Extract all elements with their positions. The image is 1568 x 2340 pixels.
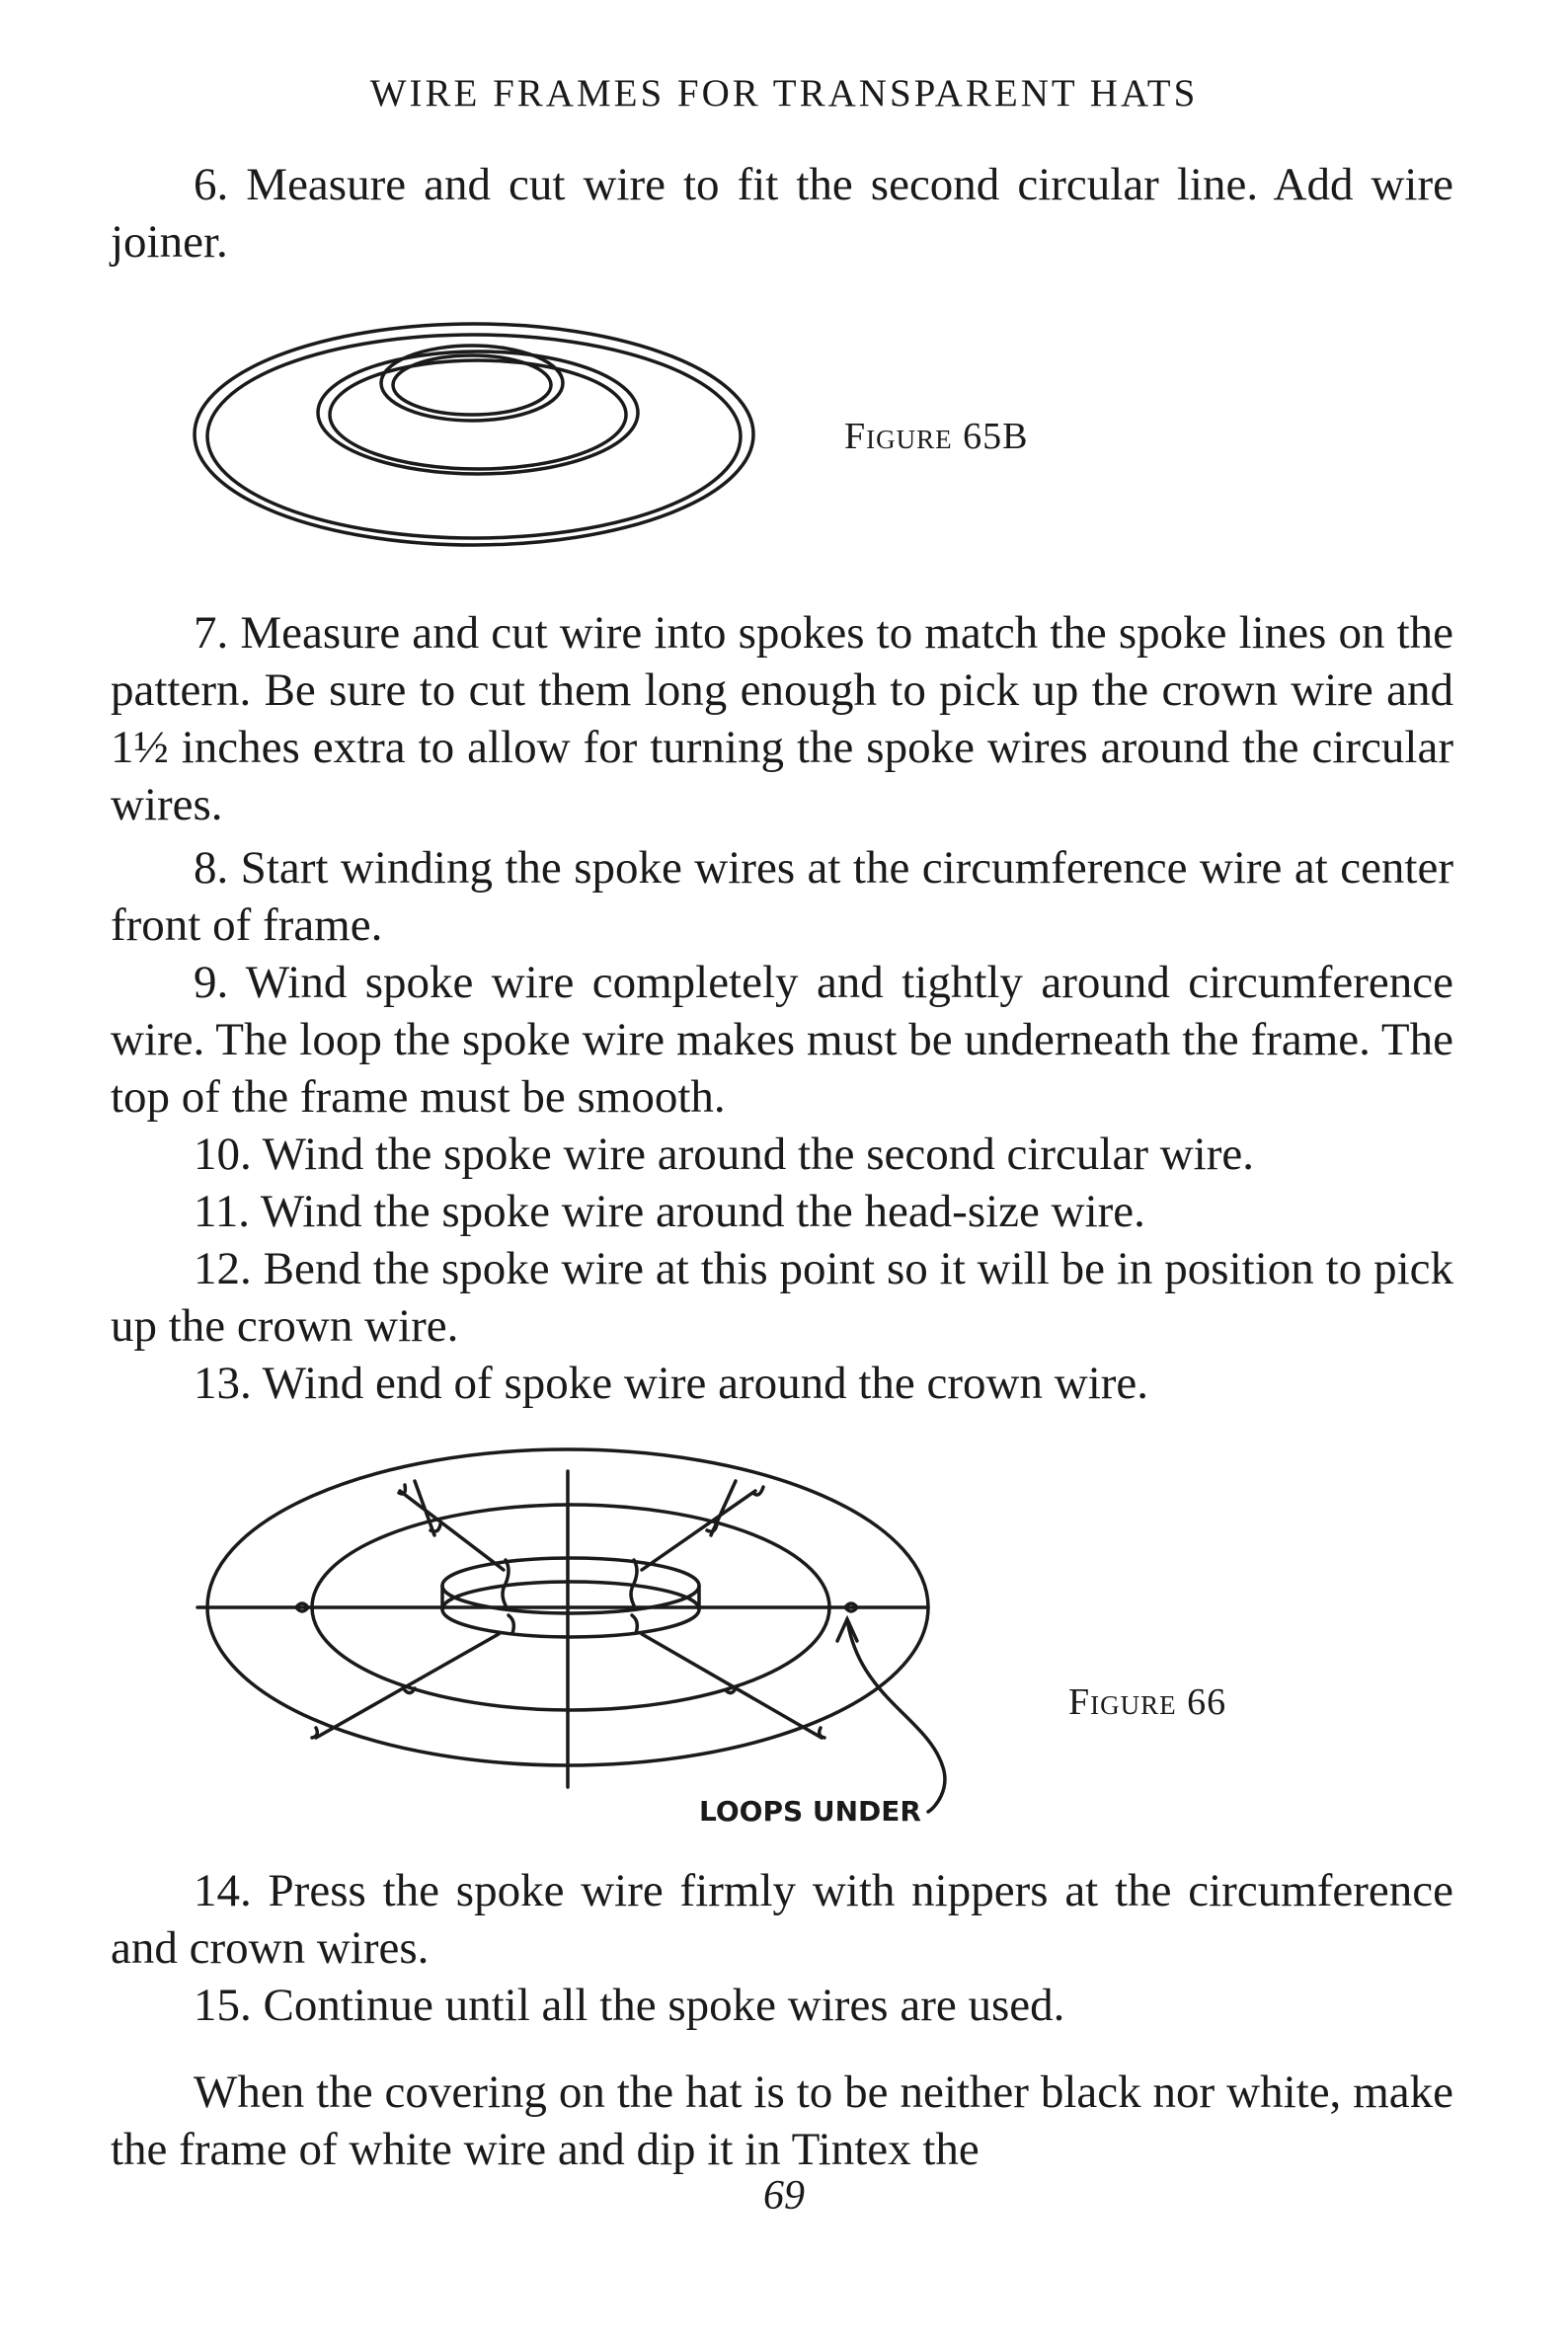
figure-66-label: Figure 66	[1068, 1681, 1227, 1723]
figure-65b-label: Figure 65B	[844, 416, 1029, 457]
closing-paragraph: When the covering on the hat is to be neither black nor white, make the frame of white wire and dip it in Tintex the	[111, 2067, 1453, 2175]
step-10: 10. Wind the spoke wire around the second circular wire.	[194, 1129, 1254, 1180]
step-13: 13. Wind end of spoke wire around the crown wire.	[194, 1358, 1149, 1409]
running-header: WIRE FRAMES FOR TRANSPARENT HATS	[369, 72, 1199, 115]
loops-under-annotation: LOOPS UNDER	[699, 1795, 921, 1828]
step-12: 12. Bend the spoke wire at this point so it will be in position to pick up the crown wire.	[111, 1243, 1453, 1352]
step-6: 6. Measure and cut wire to fit the second circular line. Add wire joiner.	[111, 159, 1453, 268]
page-number: 69	[763, 2173, 805, 2219]
step-11: 11. Wind the spoke wire around the head-size wire.	[194, 1186, 1145, 1237]
step-9: 9. Wind spoke wire completely and tightly around circumference wire. The loop the spoke wire makes must be underneath the frame. The top of the frame must be smooth.	[111, 957, 1453, 1123]
step-7: 7. Measure and cut wire into spokes to match the spoke lines on the pattern. Be sure to cut them long enough to pick up the crown wire and 1½ inches extra to allow for turning the spoke wires around the circular wires.	[111, 607, 1453, 830]
step-8: 8. Start winding the spoke wires at the circumference wire at center front of frame.	[111, 842, 1453, 951]
step-14: 14. Press the spoke wire firmly with nippers at the circumference and crown wires.	[111, 1865, 1453, 1974]
step-15: 15. Continue until all the spoke wires are used.	[194, 1980, 1065, 2031]
